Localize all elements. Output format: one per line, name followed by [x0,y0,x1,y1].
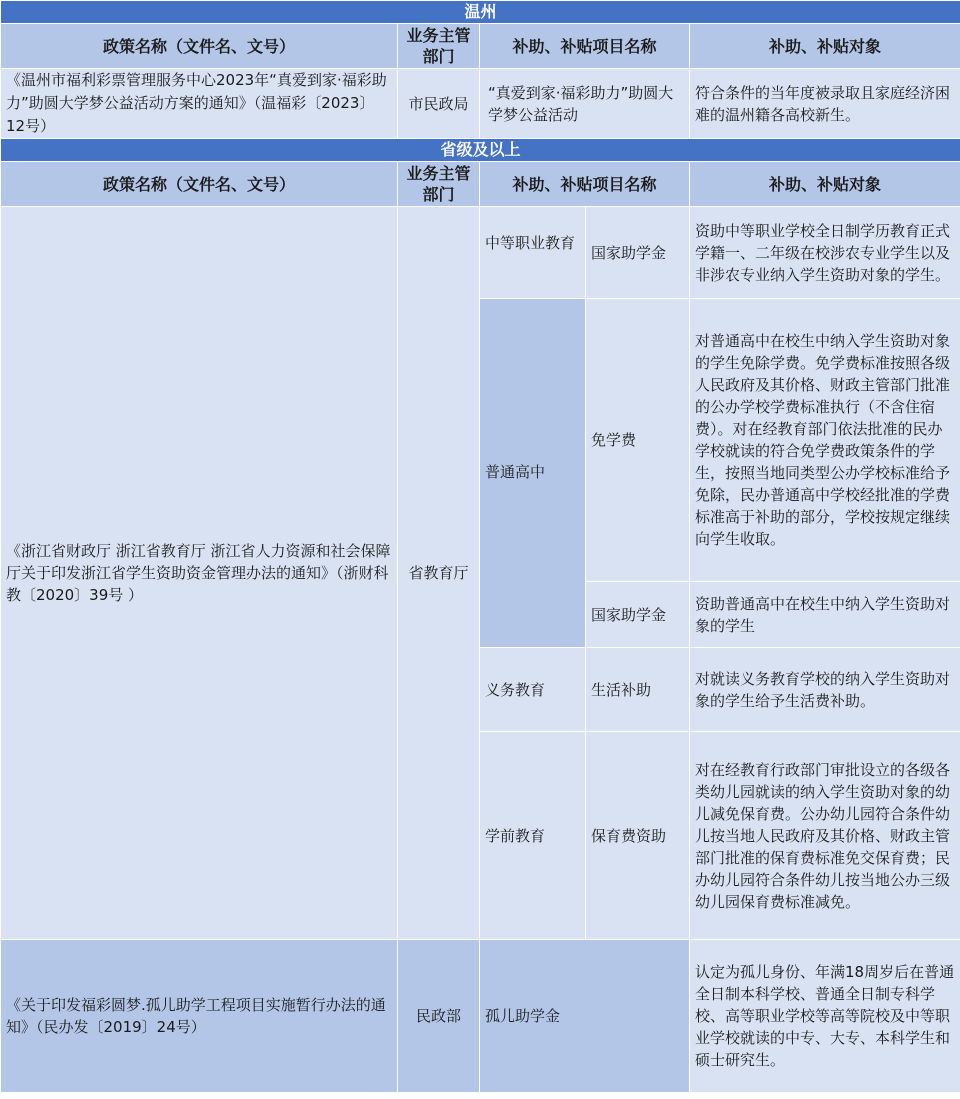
item-cell: 生活补助 [586,648,690,732]
dept-cell: 省教育厅 [398,207,480,940]
dept-cell: 市民政局 [398,69,480,139]
target-cell: 资助普通高中在校生中纳入学生资助对象的学生 [690,582,960,648]
table-row [1,940,960,1093]
item-cell: 国家助学金 [586,582,690,648]
policy-cell: 《温州市福利彩票管理服务中心2023年“真爱到家·福彩助力”助圆大学梦公益活动方案的通知》（温福彩〔2023〕12号） [1,69,398,139]
category-cell: 学前教育 [480,732,586,940]
table-row [1,69,960,139]
item-cell: 免学费 [586,299,690,582]
header-policy: 政策名称（文件名、文号） [1,24,398,69]
table-row [1,207,960,299]
policy-cell: 《浙江省财政厅 浙江省教育厅 浙江省人力资源和社会保障厅关于印发浙江省学生资助资金管理办法的通知》（浙财科教〔2020〕39号 ） [1,207,398,940]
section-row-wenzhou [1,1,960,24]
target-cell: 对就读义务教育学校的纳入学生资助对象的学生给予生活费补助。 [690,648,960,732]
header-item: 补助、补贴项目名称 [480,24,690,69]
category-cell: 中等职业教育 [480,207,586,299]
target-cell: 对普通高中在校生中纳入学生资助对象的学生免除学费。免学费标准按照各级人民政府及其价格、财政主管部门批准的公办学校学费标准执行（不含住宿费）。对在经教育部门依法批准的民办学校就读的符合免学费政策条件的学生，按照当地同类型公办学校标准给予免除，民办普通高中学校经批准的学费标准高于补助的部分，学校按规定继续向学生收取。 [690,299,960,582]
header-target: 补助、补贴对象 [690,24,960,69]
header-dept: 业务主管部门 [398,162,480,207]
item-cell: “真爱到家·福彩助力”助圆大学梦公益活动 [480,69,690,139]
header-item: 补助、补贴项目名称 [480,162,690,207]
dept-cell: 民政部 [398,940,480,1093]
item-cell: 国家助学金 [586,207,690,299]
category-cell: 普通高中 [480,299,586,648]
section-title-wenzhou: 温州 [1,1,960,24]
target-cell: 对在经教育行政部门审批设立的各级各类幼儿园就读的纳入学生资助对象的幼儿减免保育费。公办幼儿园符合条件幼儿按当地人民政府及其价格、财政主管部门批准的保育费标准免交保育费；民办幼儿园符合条件幼儿按当地公办三级幼儿园保育费标准减免。 [690,732,960,940]
policy-cell: 《关于印发福彩圆梦.孤儿助学工程项目实施暂行办法的通知》（民办发〔2019〕24号） [1,940,398,1093]
header-dept: 业务主管部门 [398,24,480,69]
target-cell: 资助中等职业学校全日制学历教育正式学籍一、二年级在校涉农专业学生以及非涉农专业纳入学生资助对象的学生。 [690,207,960,299]
header-target: 补助、补贴对象 [690,162,960,207]
category-cell: 义务教育 [480,648,586,732]
item-cell: 孤儿助学金 [480,940,690,1093]
section-title-provincial: 省级及以上 [1,139,960,162]
item-cell: 保育费资助 [586,732,690,940]
header-policy: 政策名称（文件名、文号） [1,162,398,207]
section-row-provincial [1,139,960,162]
target-cell: 符合条件的当年度被录取且家庭经济困难的温州籍各高校新生。 [690,69,960,139]
target-cell: 认定为孤儿身份、年满18周岁后在普通全日制本科学校、普通全日制专科学校、高等职业学校等高等院校及中等职业学校就读的中专、大专、本科学生和硕士研究生。 [690,940,960,1093]
header-row [1,24,960,69]
header-row [1,162,960,207]
